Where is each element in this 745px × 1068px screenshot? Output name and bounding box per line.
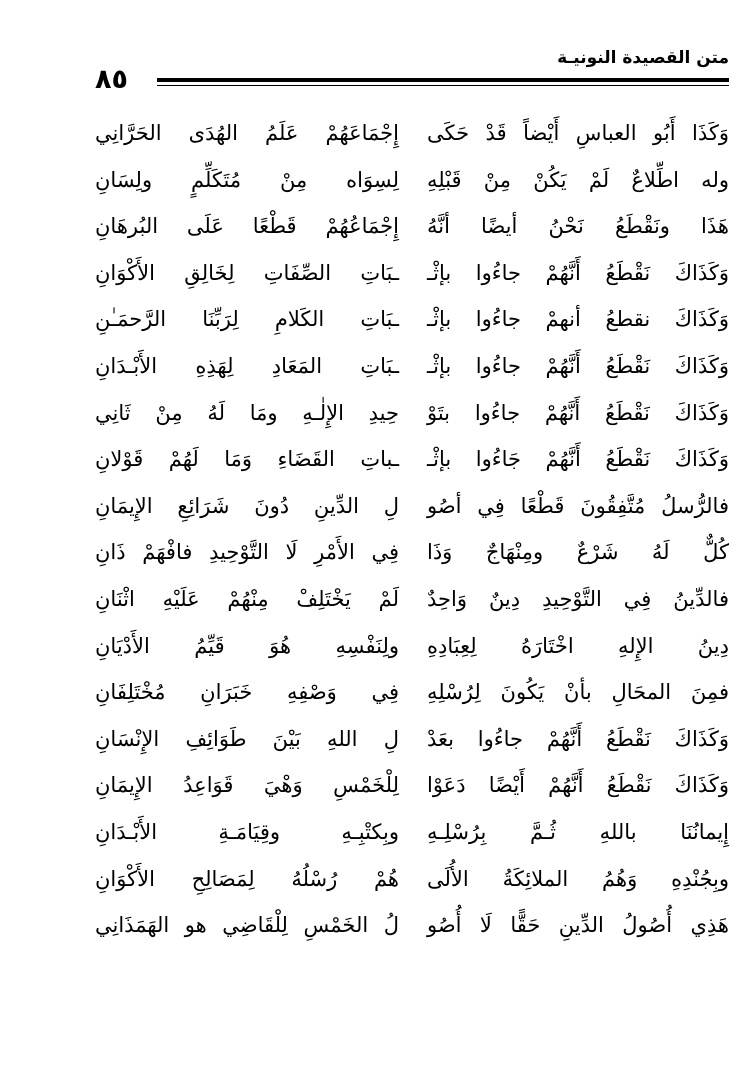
verse-second-hemistich: ـباتِ القَضَاءِ وَمَا لَهُمْ قَوْلانِ <box>95 447 399 472</box>
verse-second-hemistich: ـبَاتِ المَعَادِ لِهَذِهِ الأَبْـدَانِ <box>95 353 399 378</box>
verse-first-hemistich: فمِنَ المحَالِ بأنْ يَكُونَ لِرُسْلِهِ <box>427 680 729 705</box>
verse-second-hemistich: هُمْ رُسْلُهُ لِمَصَالِحِ الأَكْوَانِ <box>95 866 399 891</box>
verse-second-hemistich: لِلْخَمْسِ وَهْيَ قَوَاعِدُ الإِيمَانِ <box>95 773 399 798</box>
verse-first-hemistich: هَذَا ونَقْطَعُ نَحْنُ أيضًا أنَّهُ <box>427 214 729 239</box>
verse-line <box>95 904 729 951</box>
poem-verses <box>95 112 729 951</box>
verse-first-hemistich: وبِجُنْدِهِ وَهُمُ الملائِكَةُ الأُلَى <box>427 866 729 891</box>
verse-first-hemistich: وَكَذَاكَ نَقْطَعُ أَنَّهُمْ جاءُوا بإثْـ <box>427 353 729 378</box>
verse-line <box>95 531 729 578</box>
verse-line <box>95 625 729 672</box>
page-header <box>95 40 729 96</box>
verse-line <box>95 858 729 905</box>
verse-first-hemistich: وَكَذَاكَ نَقْطَعُ أَنَّهُمْ أَيْضًا دَعَوْا <box>427 773 729 798</box>
verse-line <box>95 205 729 252</box>
verse-line <box>95 298 729 345</box>
verse-line <box>95 811 729 858</box>
verse-line <box>95 438 729 485</box>
header-rule-thin <box>157 85 729 86</box>
verse-first-hemistich: وَكَذَاكَ نقطعُ أنهمْ جاءُوا بإثْـ <box>427 307 729 332</box>
verse-second-hemistich: حِيدِ الإِلٰـهِ ومَا لَهُ مِنْ ثَانِي <box>95 400 399 425</box>
verse-first-hemistich: وَكَذَاكَ نَقْطَعُ أَنَّهُمْ جَاءُوا بإثْـ <box>427 447 729 472</box>
verse-first-hemistich: وَكَذَاكَ نَقْطَعُ أَنَّهُمْ جاءُوا بتَوْ <box>427 400 729 425</box>
verse-second-hemistich: ـبَاتِ الكَلامِ لِرَبِّنَا الرَّحمَـٰنِ <box>95 307 399 332</box>
verse-first-hemistich: كُلٌّ لَهُ شَرْعٌ ومِنْهَاجٌ وَذَا <box>427 540 729 565</box>
verse-line <box>95 159 729 206</box>
verse-line <box>95 112 729 159</box>
verse-second-hemistich: لَمْ يَخْتَلِفْ مِنْهُمْ عَلَيْهِ اثْنَانِ <box>95 586 399 611</box>
verse-line <box>95 392 729 439</box>
verse-second-hemistich: ـبَاتِ الصِّفَاتِ لِخَالِقِ الأَكْوَانِ <box>95 260 399 285</box>
verse-line <box>95 671 729 718</box>
header-rule-thick <box>157 78 729 82</box>
verse-first-hemistich: فالرُّسلُ مُتَّفِقُونَ قَطْعًا فِي أصُو <box>427 493 729 518</box>
verse-line <box>95 578 729 625</box>
verse-second-hemistich: لِسِوَاه مِنْ مُتَكَلِّمٍ ولِسَانِ <box>95 167 399 192</box>
running-title: متن القصيدة النونيـة <box>557 48 729 68</box>
verse-second-hemistich: إِجْمَاعَهُمْ عَلَمُ الهُدَى الحَرَّانِي <box>95 121 399 145</box>
verse-second-hemistich: فِي الأَمْرِ لَا التَّوْحِيدِ فافْهَمْ ذَانِ <box>95 540 399 565</box>
verse-second-hemistich: لِ الدِّينِ دُونَ شَرَائِعِ الإِيمَانِ <box>95 493 399 518</box>
page-number: ٨٥ <box>95 64 128 95</box>
verse-line <box>95 718 729 765</box>
verse-second-hemistich: ولِنَفْسِهِ هُوَ قَيِّمُ الأَدْيَانِ <box>95 633 399 658</box>
verse-first-hemistich: وَكَذَا أَبُو العباسِ أَيْضاً قَدْ حَكَى <box>427 121 729 145</box>
verse-second-hemistich: إِجْمَاعُهُمْ قَطْعًا عَلَى البُرهَانِ <box>95 214 399 239</box>
verse-line <box>95 485 729 532</box>
verse-first-hemistich: وله اطِّلاعٌ لَمْ يَكُنْ مِنْ قَبْلِهِ <box>427 167 729 192</box>
verse-line <box>95 764 729 811</box>
verse-first-hemistich: دِينُ الإِلهِ اخْتَارَهُ لِعِبَادِهِ <box>427 633 729 658</box>
verse-second-hemistich: لِ اللهِ بَيْنَ طَوَائِفِ الإِنْسَانِ <box>95 726 399 751</box>
verse-first-hemistich: فالدِّينُ فِي التَّوْحِيدِ دِينٌ وَاحِدٌ <box>427 586 729 611</box>
verse-line <box>95 252 729 299</box>
verse-first-hemistich: هَذِي أُصُولُ الدِّينِ حَقًّا لَا أُصُو <box>427 913 729 938</box>
verse-second-hemistich: لُ الخَمْسِ لِلْقَاضِي هو الهَمَذَانِي <box>95 913 399 938</box>
verse-first-hemistich: إِيمانُنَا باللهِ ثُـمَّ بِرُسْلِـهِ <box>427 819 729 844</box>
verse-first-hemistich: وَكَذَاكَ نَقْطَعُ أَنَّهُمْ جاءُوا بعَدْ <box>427 726 729 751</box>
verse-line <box>95 345 729 392</box>
verse-first-hemistich: وَكَذَاكَ نَقْطَعُ أَنَّهُمْ جاءُوا بإثْـ <box>427 260 729 285</box>
verse-second-hemistich: فِي وَصْفِهِ خَبَرَانِ مُخْتَلِفَانِ <box>95 680 399 705</box>
verse-second-hemistich: وبِكتْبِـهِ وقِيَامَـةِ الأَبْـدَانِ <box>95 819 399 844</box>
